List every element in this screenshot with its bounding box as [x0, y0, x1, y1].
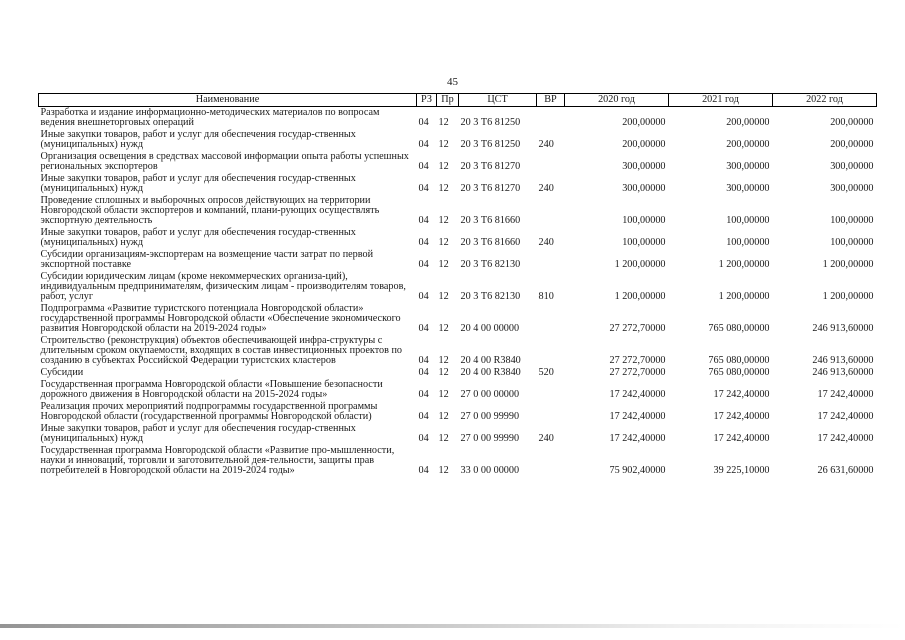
- row-vr: 240: [538, 237, 554, 248]
- row-2022: 300,00000: [830, 161, 874, 172]
- row-rz: 04: [418, 237, 429, 248]
- row-2021: 1 200,00000: [718, 291, 770, 302]
- row-2022: 26 631,60000: [817, 465, 874, 476]
- row-vr: [537, 195, 565, 227]
- row-2022: 17 242,40000: [817, 433, 874, 444]
- table-row: [39, 379, 877, 401]
- row-2021: 39 225,10000: [713, 465, 770, 476]
- row-2020: 75 902,40000: [609, 465, 666, 476]
- row-vr: [537, 249, 565, 271]
- table-row: [39, 303, 877, 335]
- row-pr: 12: [438, 139, 449, 150]
- row-vr: [537, 379, 565, 401]
- row-pr: 12: [438, 161, 449, 172]
- header-pr: Пр: [437, 94, 459, 107]
- row-name: Разработка и издание информационно-методических материалов по вопросам ведения внешнеторговых операций: [40, 107, 380, 128]
- row-vr: 810: [538, 291, 554, 302]
- row-pr: 12: [438, 117, 449, 128]
- row-2020: 100,00000: [622, 237, 666, 248]
- table-row: [39, 445, 877, 477]
- row-pr: 12: [438, 433, 449, 444]
- row-cst: 27 0 00 00000: [460, 389, 520, 400]
- row-vr: [537, 107, 565, 130]
- row-2022: 100,00000: [830, 237, 874, 248]
- row-2020: 27 272,70000: [609, 323, 666, 334]
- row-cst: 27 0 00 99990: [460, 433, 520, 444]
- row-2021: 17 242,40000: [713, 389, 770, 400]
- row-rz: 04: [418, 117, 429, 128]
- row-pr: 12: [438, 389, 449, 400]
- row-name: Проведение сплошных и выборочных опросов действующих на территории Новгородской области экспортеров и компаний, плани-рующих осуществлять экспортную деятельность: [40, 195, 380, 226]
- row-2022: 17 242,40000: [817, 389, 874, 400]
- budget-table: [38, 93, 877, 477]
- header-cst: ЦСТ: [459, 94, 537, 107]
- row-cst: 20 3 Т6 81660: [460, 237, 521, 248]
- header-2021: 2021 год: [669, 94, 773, 107]
- row-2022: 300,00000: [830, 183, 874, 194]
- row-name: Субсидии организациям-экспортерам на возмещение части затрат по первой экспортной поставке: [40, 249, 374, 270]
- row-cst: 27 0 00 99990: [460, 411, 520, 422]
- row-cst: 20 3 Т6 81270: [460, 183, 521, 194]
- row-name: Государственная программа Новгородской области «Развитие про-мышленности, науки и инноваций, торговли и заготовительной дея-тельности, защиты прав потребителей в Новгородской области на 2019-2024 годы»: [40, 445, 395, 476]
- table-row: [39, 335, 877, 367]
- row-2020: 1 200,00000: [614, 291, 666, 302]
- row-pr: 12: [438, 215, 449, 226]
- row-cst: 20 4 00 00000: [460, 323, 520, 334]
- row-2022: 200,00000: [830, 117, 874, 128]
- header-vr: ВР: [537, 94, 565, 107]
- row-2022: 1 200,00000: [822, 259, 874, 270]
- row-rz: 04: [418, 465, 429, 476]
- row-2022: 17 242,40000: [817, 411, 874, 422]
- row-2020: 200,00000: [622, 117, 666, 128]
- table-row: [39, 271, 877, 303]
- row-2022: 1 200,00000: [822, 291, 874, 302]
- row-vr: [537, 401, 565, 423]
- row-2020: 27 272,70000: [609, 355, 666, 366]
- table-row: [39, 195, 877, 227]
- row-2022: 100,00000: [830, 215, 874, 226]
- row-vr: 240: [538, 183, 554, 194]
- row-2021: 765 080,00000: [708, 355, 770, 366]
- row-cst: 20 3 Т6 82130: [460, 291, 521, 302]
- row-2021: 200,00000: [726, 117, 770, 128]
- row-name: Иные закупки товаров, работ и услуг для обеспечения государ-ственных (муниципальных) нужд: [40, 129, 356, 150]
- row-2020: 17 242,40000: [609, 433, 666, 444]
- row-2021: 17 242,40000: [713, 411, 770, 422]
- row-2021: 100,00000: [726, 215, 770, 226]
- table-row: [39, 423, 877, 445]
- row-name: Строительство (реконструкция) объектов обеспечивающей инфра-структуры с длительным сроком окупаемости, входящих в состав инвестиционных проектов по созданию в субъектах Российской Федерации туристских кластеров: [40, 335, 403, 366]
- row-rz: 04: [418, 411, 429, 422]
- row-rz: 04: [418, 367, 429, 378]
- row-2021: 765 080,00000: [708, 323, 770, 334]
- table-row: [39, 107, 877, 130]
- row-rz: 04: [418, 259, 429, 270]
- row-rz: 04: [418, 355, 429, 366]
- row-2021: 100,00000: [726, 237, 770, 248]
- table-row: [39, 173, 877, 195]
- row-cst: 20 3 Т6 82130: [460, 259, 521, 270]
- row-rz: 04: [418, 291, 429, 302]
- row-2021: 200,00000: [726, 139, 770, 150]
- row-pr: 12: [438, 411, 449, 422]
- row-name: Иные закупки товаров, работ и услуг для обеспечения государ-ственных (муниципальных) нужд: [40, 173, 356, 194]
- table-row: [39, 249, 877, 271]
- row-pr: 12: [438, 355, 449, 366]
- row-rz: 04: [418, 433, 429, 444]
- page-number: 45: [447, 76, 458, 88]
- row-name: Иные закупки товаров, работ и услуг для обеспечения государ-ственных (муниципальных) нужд: [40, 227, 356, 248]
- header-2022: 2022 год: [773, 94, 877, 107]
- row-name: Субсидии юридическим лицам (кроме некоммерческих организа-ций), индивидуальным предпринимателям, физическим лицам - производителям товаров, работ, услуг: [40, 271, 406, 302]
- row-cst: 20 3 Т6 81270: [460, 161, 521, 172]
- row-2022: 246 913,60000: [812, 323, 874, 334]
- scan-edge-line: [0, 624, 905, 628]
- table-row: [39, 227, 877, 249]
- row-cst: 20 4 00 R3840: [460, 367, 521, 378]
- table-row: [39, 401, 877, 423]
- table-row: [39, 151, 877, 173]
- row-vr: [537, 303, 565, 335]
- header-rz: РЗ: [417, 94, 437, 107]
- row-rz: 04: [418, 215, 429, 226]
- row-2022: 200,00000: [830, 139, 874, 150]
- table-row: [39, 367, 877, 379]
- row-rz: 04: [418, 183, 429, 194]
- row-cst: 33 0 00 00000: [460, 465, 520, 476]
- row-2020: 27 272,70000: [609, 367, 666, 378]
- row-vr: [537, 335, 565, 367]
- row-rz: 04: [418, 139, 429, 150]
- row-2021: 17 242,40000: [713, 433, 770, 444]
- row-2021: 300,00000: [726, 161, 770, 172]
- row-cst: 20 3 Т6 81660: [460, 215, 521, 226]
- row-2020: 200,00000: [622, 139, 666, 150]
- row-2020: 17 242,40000: [609, 389, 666, 400]
- row-2020: 1 200,00000: [614, 259, 666, 270]
- row-rz: 04: [418, 161, 429, 172]
- row-2020: 300,00000: [622, 183, 666, 194]
- row-cst: 20 3 Т6 81250: [460, 117, 521, 128]
- row-cst: 20 4 00 R3840: [460, 355, 521, 366]
- row-2021: 1 200,00000: [718, 259, 770, 270]
- row-pr: 12: [438, 291, 449, 302]
- row-name: Государственная программа Новгородской области «Повышение безопасности дорожного движения в Новгородской области на 2015-2024 годы»: [40, 379, 383, 400]
- row-rz: 04: [418, 323, 429, 334]
- row-pr: 12: [438, 259, 449, 270]
- row-vr: [537, 151, 565, 173]
- row-vr: [537, 445, 565, 477]
- row-2020: 100,00000: [622, 215, 666, 226]
- row-name: Реализация прочих мероприятий подпрограммы государственной программы Новгородской области (государственной программы Новгородской области): [40, 401, 378, 422]
- row-vr: 240: [538, 139, 554, 150]
- row-pr: 12: [438, 367, 449, 378]
- row-name: Субсидии: [40, 367, 84, 378]
- row-2022: 246 913,60000: [812, 355, 874, 366]
- row-name: Организация освещения в средствах массовой информации опыта работы успешных региональных экспортеров: [40, 151, 409, 172]
- row-cst: 20 3 Т6 81250: [460, 139, 521, 150]
- row-name: Иные закупки товаров, работ и услуг для обеспечения государ-ственных (муниципальных) нужд: [40, 423, 356, 444]
- row-2020: 17 242,40000: [609, 411, 666, 422]
- row-pr: 12: [438, 465, 449, 476]
- row-pr: 12: [438, 183, 449, 194]
- table-row: [39, 129, 877, 151]
- row-vr: 240: [538, 433, 554, 444]
- row-2020: 300,00000: [622, 161, 666, 172]
- row-rz: 04: [418, 389, 429, 400]
- row-2021: 300,00000: [726, 183, 770, 194]
- row-pr: 12: [438, 323, 449, 334]
- row-vr: 520: [538, 367, 554, 378]
- row-pr: 12: [438, 237, 449, 248]
- row-name: Подпрограмма «Развитие туристского потенциала Новгородской области» государственной программы Новгородской области «Обеспечение экономического развития Новгородской области на 2019-2024 годы»: [40, 303, 401, 334]
- row-2022: 246 913,60000: [812, 367, 874, 378]
- table-header-row: [39, 94, 877, 107]
- header-name: Наименование: [39, 94, 417, 107]
- header-2020: 2020 год: [565, 94, 669, 107]
- row-2021: 765 080,00000: [708, 367, 770, 378]
